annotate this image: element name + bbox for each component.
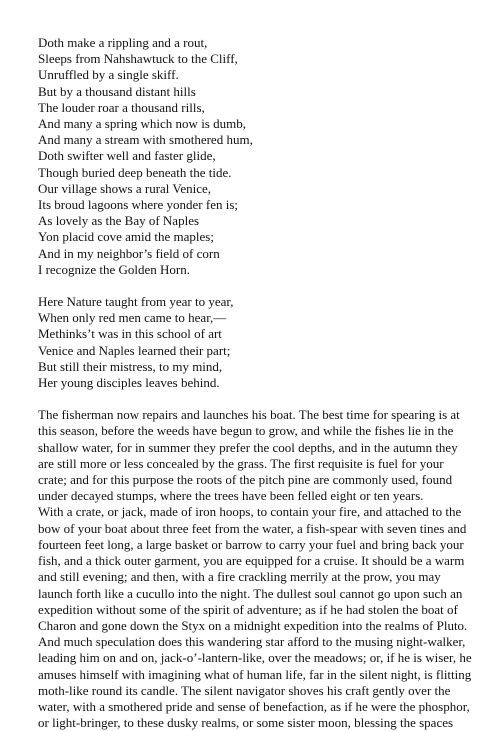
verse-line: And many a spring which now is dumb,: [38, 116, 246, 132]
prose-line: under decayed stumps, where the trees have been felled eight or ten years.: [38, 488, 424, 504]
prose-line: shallow water, for in summer they prefer the cool depths, and in the autumn they: [38, 439, 458, 455]
prose-line: launch forth like a cucullo into the night. The dullest soul cannot go upon such an: [38, 585, 463, 601]
prose-line: are still more or less concealed by the grass. The first requisite is fuel for your: [38, 455, 444, 471]
prose-line: and still evening; and then, with a fire crackling merrily at the prow, you may: [38, 569, 441, 585]
verse-line: Her young disciples leaves behind.: [38, 375, 220, 391]
verse-line: Its broud lagoons where yonder fen is;: [38, 197, 239, 213]
prose-paragraph: [38, 407, 478, 731]
verse-line: And many a stream with smothered hum,: [38, 132, 253, 148]
poem-stanza-1: [38, 35, 478, 278]
prose-line: fish, and a thick outer garment, you are equipped for a cruise. It should be a warm: [38, 553, 465, 569]
prose-line: crate; and for this purpose the roots of the pitch pine are commonly used, found: [38, 472, 453, 488]
prose-line: expedition without some of the spirit of adventure; as if he had stolen the boat of: [38, 601, 458, 617]
verse-line: But by a thousand distant hills: [38, 83, 196, 99]
prose-line: The fisherman now repairs and launches his boat. The best time for spearing is at: [38, 407, 460, 423]
prose-line: fourteen feet long, a large basket or barrow to carry your fuel and bring back your: [38, 536, 464, 552]
prose-line: moth-like round its candle. The silent navigator shoves his craft gently over the: [38, 682, 451, 698]
prose-line: water, with a smothered pride and sense of benefaction, as if he were the phosphor,: [38, 698, 470, 714]
verse-line: Though buried deep beneath the tide.: [38, 164, 232, 180]
poem: [38, 35, 478, 391]
prose-line: And much speculation does this wandering star afford to the musing night-walker,: [38, 634, 466, 650]
verse-line: Yon placid cove amid the maples;: [38, 229, 214, 245]
verse-line: I recognize the Golden Horn.: [38, 261, 190, 277]
prose-line: With a crate, or jack, made of iron hoops, to contain your fire, and attached to the: [38, 504, 462, 520]
verse-line: But still their mistress, to my mind,: [38, 358, 223, 374]
prose-line: Charon and gone down the Styx on a midnight expedition into the realms of Pluto.: [38, 617, 468, 633]
prose-line: amuses himself with imagining what of human life, far in the silent night, is flitting: [38, 666, 472, 682]
verse-line: When only red men came to hear,—: [38, 310, 227, 326]
verse-line: Methinks’t was in this school of art: [38, 326, 222, 342]
document-page: [38, 35, 478, 731]
verse-line: Doth swifter well and faster glide,: [38, 148, 216, 164]
verse-line: Our village shows a rural Venice,: [38, 180, 212, 196]
verse-line: Unruffled by a single skiff.: [38, 67, 179, 83]
verse-line: The louder roar a thousand rills,: [38, 99, 205, 115]
prose-line: bow of your boat about three feet from the water, a fish-spear with seven tines and: [38, 520, 467, 536]
prose-line: this season, before the weeds have begun to grow, and while the fishes lie in the: [38, 423, 454, 439]
verse-line: As lovely as the Bay of Naples: [38, 213, 200, 229]
prose-line: or light-bringer, to these dusky realms, or some sister moon, blessing the spaces: [38, 715, 454, 731]
prose-line: leading him on and on, jack-o’-lantern-like, over the meadows; or, if he is wiser, he: [38, 650, 472, 666]
verse-line: Doth make a rippling and a rout,: [38, 35, 208, 50]
verse-line: Here Nature taught from year to year,: [38, 294, 234, 310]
verse-line: Venice and Naples learned their part;: [38, 342, 231, 358]
poem-stanza-2: [38, 294, 478, 391]
verse-line: Sleeps from Nahshawtuck to the Cliff,: [38, 51, 238, 67]
verse-line: And in my neighbor’s field of corn: [38, 245, 220, 261]
